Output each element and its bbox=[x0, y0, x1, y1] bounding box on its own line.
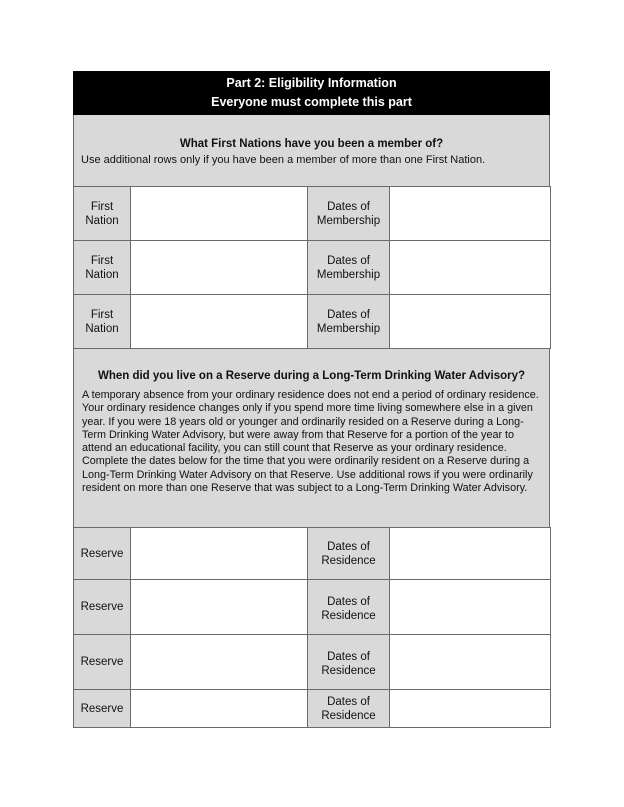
table-row bbox=[74, 295, 551, 349]
first-nations-table bbox=[73, 186, 551, 349]
first-nations-section-title: What First Nations have you been a member of? bbox=[179, 138, 444, 150]
reserve-input-cell[interactable] bbox=[131, 580, 308, 635]
dates-of-residence-input-cell[interactable] bbox=[390, 528, 551, 580]
dates-of-membership-label: Dates of Membership bbox=[308, 295, 390, 349]
dates-of-membership-input-cell[interactable] bbox=[390, 295, 551, 349]
reserve-input-cell[interactable] bbox=[131, 528, 308, 580]
reserve-table bbox=[73, 527, 551, 728]
table-row bbox=[74, 580, 551, 635]
part-header bbox=[73, 71, 550, 115]
first-nation-input-cell[interactable] bbox=[131, 241, 308, 295]
first-nation-label: First Nation bbox=[74, 187, 131, 241]
first-nations-section-subtitle: Use additional rows only if you have been a member of more than one First Nation. bbox=[81, 154, 486, 166]
reserve-section-description: A temporary absence from your ordinary residence does not end a period of ordinary residence. Your ordinary residence changes only if you spend more time living somewhere else in a given year. If you were 18 years old or younger and ordinarily resided on a Reserve during a Long-Term Drinking Water Advisory, but were away from that Reserve for a portion of the year to attend an educational facility, you can still count that Reserve as your ordinary residence. Complete the dates below for the time that you were ordinarily resident on a Reserve during a Long-Term Drinking Water Advisory on that Reserve. Use additional rows if you were ordinarily resident on more than one Reserve that was subject to a Long-Term Drinking Water Advisory. bbox=[82, 389, 539, 495]
dates-of-residence-input-cell[interactable] bbox=[390, 580, 551, 635]
dates-of-residence-label: Dates of Residence bbox=[308, 690, 390, 728]
table-row bbox=[74, 690, 551, 728]
form-page bbox=[73, 71, 550, 728]
reserve-label: Reserve bbox=[74, 690, 131, 728]
reserve-label: Reserve bbox=[74, 528, 131, 580]
reserve-input-cell[interactable] bbox=[131, 635, 308, 690]
table-row bbox=[74, 241, 551, 295]
dates-of-membership-input-cell[interactable] bbox=[390, 241, 551, 295]
reserve-label: Reserve bbox=[74, 580, 131, 635]
dates-of-membership-label: Dates of Membership bbox=[308, 241, 390, 295]
first-nation-input-cell[interactable] bbox=[131, 295, 308, 349]
table-row bbox=[74, 528, 551, 580]
table-row bbox=[74, 187, 551, 241]
dates-of-residence-label: Dates of Residence bbox=[308, 528, 390, 580]
first-nation-input-cell[interactable] bbox=[131, 187, 308, 241]
dates-of-residence-label: Dates of Residence bbox=[308, 580, 390, 635]
reserve-input-cell[interactable] bbox=[131, 690, 308, 728]
dates-of-residence-label: Dates of Residence bbox=[308, 635, 390, 690]
reserve-section-title: When did you live on a Reserve during a Long-Term Drinking Water Advisory? bbox=[97, 370, 526, 382]
dates-of-residence-input-cell[interactable] bbox=[390, 690, 551, 728]
table-row bbox=[74, 635, 551, 690]
dates-of-residence-input-cell[interactable] bbox=[390, 635, 551, 690]
reserve-section-header bbox=[73, 349, 550, 527]
first-nation-label: First Nation bbox=[74, 295, 131, 349]
part-header-subtitle: Everyone must complete this part bbox=[211, 95, 412, 109]
part-header-title: Part 2: Eligibility Information bbox=[226, 76, 397, 90]
first-nation-label: First Nation bbox=[74, 241, 131, 295]
dates-of-membership-input-cell[interactable] bbox=[390, 187, 551, 241]
dates-of-membership-label: Dates of Membership bbox=[308, 187, 390, 241]
first-nations-section-header bbox=[73, 115, 550, 186]
reserve-label: Reserve bbox=[74, 635, 131, 690]
